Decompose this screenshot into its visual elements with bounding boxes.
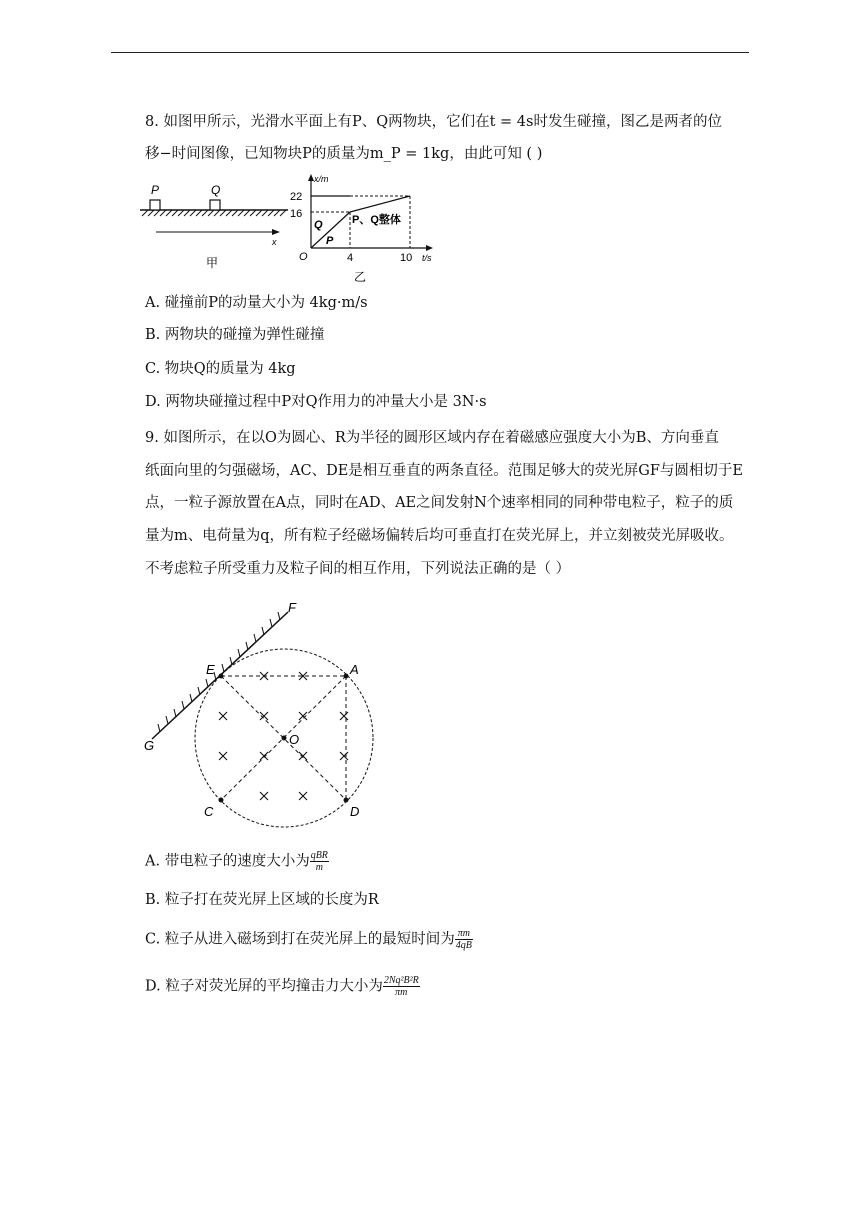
q9-figure [140, 596, 385, 831]
q9-stem-line-1: 9. 如图所示，在以O为圆心、R为半径的圆形区域内存在着磁感应强度大小为B、方向垂直 [145, 430, 719, 446]
point-D [344, 798, 349, 803]
q9-stem-line-5: 不考虑粒子所受重力及粒子间的相互作用，下列说法正确的是（ ） [145, 561, 571, 577]
label-E: E [206, 662, 215, 677]
x-arrow-head [272, 229, 280, 235]
label-A: A [350, 662, 359, 677]
q8-option-c: C. 物块Q的质量为 4kg [145, 361, 296, 377]
q8-stem-line-1: 8. 如图甲所示，光滑水平面上有P、Q两物块，它们在t = 4s时发生碰撞，图乙是两者的位 [145, 114, 722, 130]
tick-22: 22 [290, 191, 303, 203]
q9-option-a-fraction [310, 850, 329, 873]
q9-option-d-text: D. 粒子对荧光屏的平均撞击力大小为 [145, 978, 383, 995]
q8-option-d: D. 两物块碰撞过程中P对Q作用力的冲量大小是 3N·s [145, 394, 487, 410]
q8-option-b: B. 两物块的碰撞为弹性碰撞 [145, 327, 325, 343]
q9-option-b: B. 粒子打在荧光屏上区域的长度为R [145, 892, 379, 908]
q9-option-c-text: C. 粒子从进入磁场到打在荧光屏上的最短时间为 [145, 931, 455, 948]
q9-option-a-numerator: qBR [310, 850, 328, 861]
q9-option-d [145, 975, 420, 998]
point-A [344, 674, 349, 679]
q9-option-c-fraction [455, 928, 473, 951]
tick-4: 4 [347, 252, 354, 264]
label-C: C [204, 804, 214, 819]
t-arrow-head [426, 245, 433, 251]
point-O [282, 736, 287, 741]
label-D: D [350, 804, 360, 819]
block-P [150, 200, 160, 210]
tick-10: 10 [400, 252, 413, 264]
label-x-direction: x [272, 237, 277, 247]
q9-option-c [145, 928, 473, 951]
q9-stem-line-2: 纸面向里的匀强磁场，AC、DE是相互垂直的两条直径。范围足够大的荧光屏GF与圆相切于E [145, 463, 744, 479]
tick-16: 16 [290, 208, 303, 220]
label-origin: O [299, 251, 308, 263]
point-E [219, 674, 224, 679]
q9-stem-line-3: 点，一粒子源放置在A点，同时在AD、AE之间发射N个速率相同的同种带电粒子，粒子的质 [145, 495, 734, 511]
label-t-axis: t/s [422, 253, 432, 263]
graph-label-P: P [326, 235, 334, 247]
header-rule [111, 52, 749, 53]
label-block-Q: Q [211, 183, 221, 197]
point-C [219, 798, 224, 803]
q9-stem-line-4: 量为m、电荷量为q，所有粒子经磁场偏转后均可垂直打在荧光屏上，并立刻被荧光屏吸收。 [145, 528, 734, 544]
q9-option-d-denominator: πm [395, 987, 408, 998]
q8-figure [138, 170, 448, 285]
label-O: O [289, 732, 300, 747]
q9-option-a [145, 850, 329, 873]
q9-option-c-denominator: 4qB [455, 940, 472, 951]
label-block-P: P [151, 183, 160, 197]
graph-label-combined: P、Q整体 [352, 214, 401, 226]
label-y-axis: x/m [314, 174, 329, 184]
q9-option-a-denominator: m [315, 862, 323, 873]
label-F: F [288, 600, 296, 615]
label-G: G [144, 738, 155, 753]
label-jia: 甲 [206, 256, 219, 270]
q9-option-a-text: A. 带电粒子的速度大小为 [145, 853, 310, 870]
q8-stem-line-2: 移−时间图像，已知物块P的质量为m_P = 1kg，由此可知 ( ) [145, 146, 543, 162]
combined-line [350, 196, 410, 212]
q9-option-c-numerator: πm [455, 928, 473, 940]
graph-label-Q: Q [314, 219, 323, 231]
q8-option-a: A. 碰撞前P的动量大小为 4kg·m/s [145, 295, 368, 311]
block-Q [210, 200, 220, 210]
label-yi: 乙 [354, 270, 367, 284]
ground-surface [140, 210, 288, 216]
q9-option-d-numerator: 2Nq²B²R [383, 975, 419, 986]
q9-option-d-fraction [383, 975, 420, 998]
